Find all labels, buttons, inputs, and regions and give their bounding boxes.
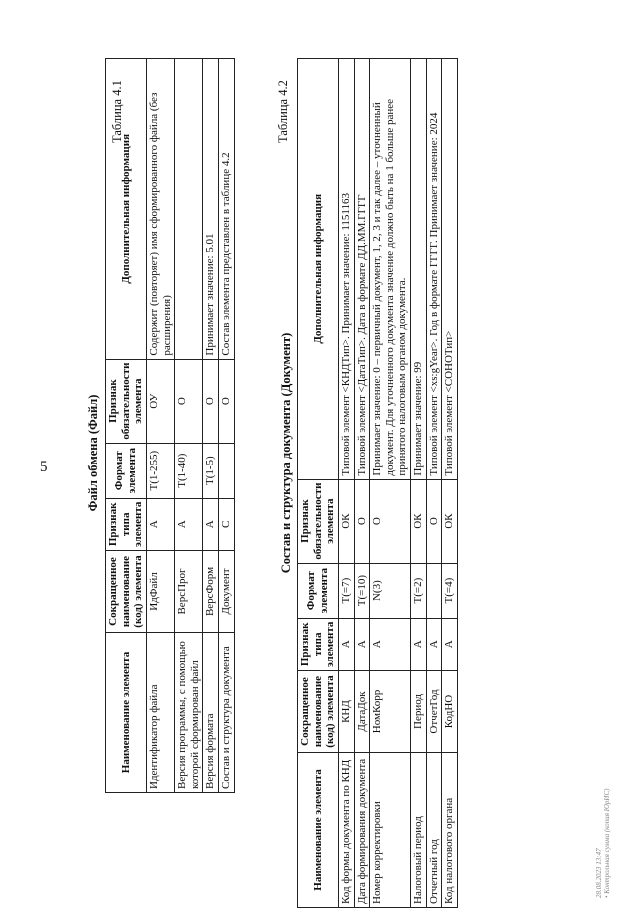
- table-cell: О: [219, 359, 235, 443]
- table-4-2: [297, 58, 458, 908]
- table-cell: T(=4): [442, 563, 458, 618]
- table-cell: Принимает значение: 99: [411, 59, 427, 480]
- table-cell: [175, 59, 203, 360]
- table-cell: Документ: [219, 551, 235, 633]
- table-cell: Код налогового органа: [442, 753, 458, 908]
- table-cell: О: [354, 479, 370, 563]
- table-cell: T(=10): [354, 563, 370, 618]
- table-row: [426, 59, 442, 908]
- table-row: [338, 59, 354, 908]
- rotated-page-content: [0, 18, 640, 918]
- table-cell: О: [175, 359, 203, 443]
- table-cell: Состав элемента представлен в таблице 4.2: [219, 59, 235, 360]
- table-cell: ОК: [411, 479, 427, 563]
- table-header-row: [298, 59, 339, 908]
- table-cell: А: [411, 618, 427, 670]
- table-cell: Дата формирования документа: [354, 753, 370, 908]
- table-cell: [426, 563, 442, 618]
- table-cell: КНД: [338, 671, 354, 753]
- table-cell: С: [219, 498, 235, 550]
- table-cell: T(1-5): [203, 443, 219, 498]
- table-cell: О: [203, 359, 219, 443]
- table-row: [442, 59, 458, 908]
- stamp-line-1: 28.08.2023 13:47: [595, 848, 603, 898]
- table-cell: Версия формата: [203, 633, 219, 793]
- column-header: Наименование элемента: [106, 633, 147, 793]
- table-cell: А: [442, 618, 458, 670]
- table-cell: ВерсФорм: [203, 551, 219, 633]
- table-cell: Версия программы, с помощью которой сформирован файл: [175, 633, 203, 793]
- table-cell: Номер корректировки: [370, 753, 411, 908]
- table-cell: ОК: [338, 479, 354, 563]
- table-4-1-title: Файл обмена (Файл): [86, 394, 100, 512]
- column-header: Дополнительная информация: [298, 59, 339, 480]
- table-cell: О: [370, 479, 411, 563]
- column-header: Признак обязательности элемента: [106, 359, 147, 443]
- column-header: Признак обязательности элемента: [298, 479, 339, 563]
- table-cell: Типовой элемент <КНДТип>. Принимает значение: 1151163: [338, 59, 354, 480]
- table-cell: T(1-255): [146, 443, 174, 498]
- table-cell: Типовой элемент <СОНОТип>: [442, 59, 458, 480]
- column-header: Формат элемента: [298, 563, 339, 618]
- column-header: Дополнительная информация: [106, 59, 147, 360]
- table-row: [219, 59, 235, 793]
- table-cell: ОУ: [146, 359, 174, 443]
- table-cell: Период: [411, 671, 427, 753]
- stamp-line-2: • Контрольная сумма (копия ЮрИС): [603, 788, 612, 898]
- table-4-1-caption: Таблица 4.1: [110, 80, 124, 143]
- table-cell: НомКорр: [370, 671, 411, 753]
- table-cell: А: [175, 498, 203, 550]
- table-row: [146, 59, 174, 793]
- table-row: [203, 59, 219, 793]
- table-cell: ОтчетГод: [426, 671, 442, 753]
- column-header: Сокращенное наименование (код) элемента: [298, 671, 339, 753]
- column-header: Признак типа элемента: [298, 618, 339, 670]
- table-cell: Принимает значение: 0 – первичный документ, 1, 2, 3 и так далее – уточненный документ. Для уточненного документа значение должно быть на 1 больше ранее принятого налоговым органом документа.: [370, 59, 411, 480]
- table-cell: КодНО: [442, 671, 458, 753]
- table-cell: А: [203, 498, 219, 550]
- table-cell: А: [426, 618, 442, 670]
- document-stamp: [595, 789, 612, 898]
- table-cell: Код формы документа по КНД: [338, 753, 354, 908]
- table-cell: [219, 443, 235, 498]
- table-4-2-title: Состав и структура документа (Документ): [279, 332, 293, 574]
- table-cell: Отчетный год: [426, 753, 442, 908]
- table-cell: А: [370, 618, 411, 670]
- table-cell: N(3): [370, 563, 411, 618]
- table-cell: T(=7): [338, 563, 354, 618]
- table-row: [175, 59, 203, 793]
- table-cell: Содержит (повторяет) имя сформированного файла (без расширения): [146, 59, 174, 360]
- column-header: Признак типа элемента: [106, 498, 147, 550]
- table-header-row: [106, 59, 147, 793]
- page-number: 5: [40, 459, 48, 475]
- table-cell: А: [146, 498, 174, 550]
- table-row: [411, 59, 427, 908]
- table-cell: ИдФайл: [146, 551, 174, 633]
- table-cell: А: [338, 618, 354, 670]
- table-cell: Идентификатор файла: [146, 633, 174, 793]
- column-header: Сокращенное наименование (код) элемента: [106, 551, 147, 633]
- table-cell: Налоговый период: [411, 753, 427, 908]
- table-cell: Типовой элемент <xs:gYear>. Год в формате ГГГГ. Принимает значение: 2024: [426, 59, 442, 480]
- table-row: [354, 59, 370, 908]
- table-4-2-caption: Таблица 4.2: [276, 80, 290, 143]
- table-cell: О: [426, 479, 442, 563]
- table-cell: А: [354, 618, 370, 670]
- column-header: Наименование элемента: [298, 753, 339, 908]
- table-4-1: [105, 58, 235, 793]
- table-cell: ДатаДок: [354, 671, 370, 753]
- column-header: Формат элемента: [106, 443, 147, 498]
- table-cell: ОК: [442, 479, 458, 563]
- table-cell: Принимает значение: 5.01: [203, 59, 219, 360]
- table-cell: ВерсПрог: [175, 551, 203, 633]
- table-row: [370, 59, 411, 908]
- table-cell: Состав и структура документа: [219, 633, 235, 793]
- table-cell: Типовой элемент <ДатаТип>. Дата в формате ДД.ММ.ГГГГ: [354, 59, 370, 480]
- table-cell: T(1-40): [175, 443, 203, 498]
- table-cell: T(=2): [411, 563, 427, 618]
